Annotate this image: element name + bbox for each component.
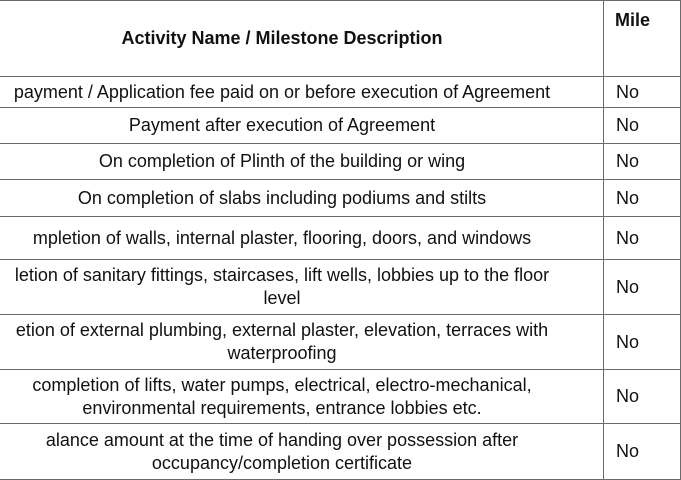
table-row — [0, 144, 681, 180]
activity-line: letion of sanitary fittings, staircases, lift wells, lobbies up to the floor — [14, 265, 550, 285]
activity-cell — [0, 315, 604, 370]
milestone-cell: No — [604, 217, 681, 260]
milestone-cell: No — [604, 144, 681, 180]
table-row — [0, 77, 681, 108]
activity-cell: On completion of slabs including podiums and stilts — [0, 180, 604, 217]
table-row — [0, 370, 681, 424]
milestone-cell: No — [604, 424, 681, 480]
milestone-cell: No — [604, 315, 681, 370]
activity-cell: mpletion of walls, internal plaster, flooring, doors, and windows — [0, 217, 604, 260]
milestone-column-header: Mile — [604, 1, 681, 77]
activity-cell — [0, 260, 604, 315]
milestone-cell: No — [604, 77, 681, 108]
activity-cell — [0, 370, 604, 424]
activity-line: completion of lifts, water pumps, electrical, electro-mechanical, — [32, 374, 532, 395]
table-row — [0, 217, 681, 260]
table-row — [0, 180, 681, 217]
activity-cell: Payment after execution of Agreement — [0, 108, 604, 144]
activity-line: waterproofing — [227, 343, 337, 363]
table-header-row — [0, 1, 681, 77]
table-row — [0, 315, 681, 370]
milestone-cell: No — [604, 180, 681, 217]
table-row — [0, 260, 681, 315]
milestone-cell: No — [604, 260, 681, 315]
activity-line: occupancy/completion certificate — [151, 452, 413, 473]
milestone-cell: No — [604, 370, 681, 424]
activity-cell: payment / Application fee paid on or before execution of Agreement — [0, 77, 604, 108]
milestone-cell: No — [604, 108, 681, 144]
activity-column-header: Activity Name / Milestone Description — [0, 1, 604, 77]
activity-line: alance amount at the time of handing over possession after — [45, 429, 519, 450]
activity-line: environmental requirements, entrance lobbies etc. — [82, 397, 482, 418]
table-row — [0, 424, 681, 480]
activity-line: level — [263, 288, 301, 308]
table-row — [0, 108, 681, 144]
activity-cell — [0, 424, 604, 480]
activity-cell: On completion of Plinth of the building or wing — [0, 144, 604, 180]
activity-line: etion of external plumbing, external plaster, elevation, terraces with — [15, 320, 549, 340]
